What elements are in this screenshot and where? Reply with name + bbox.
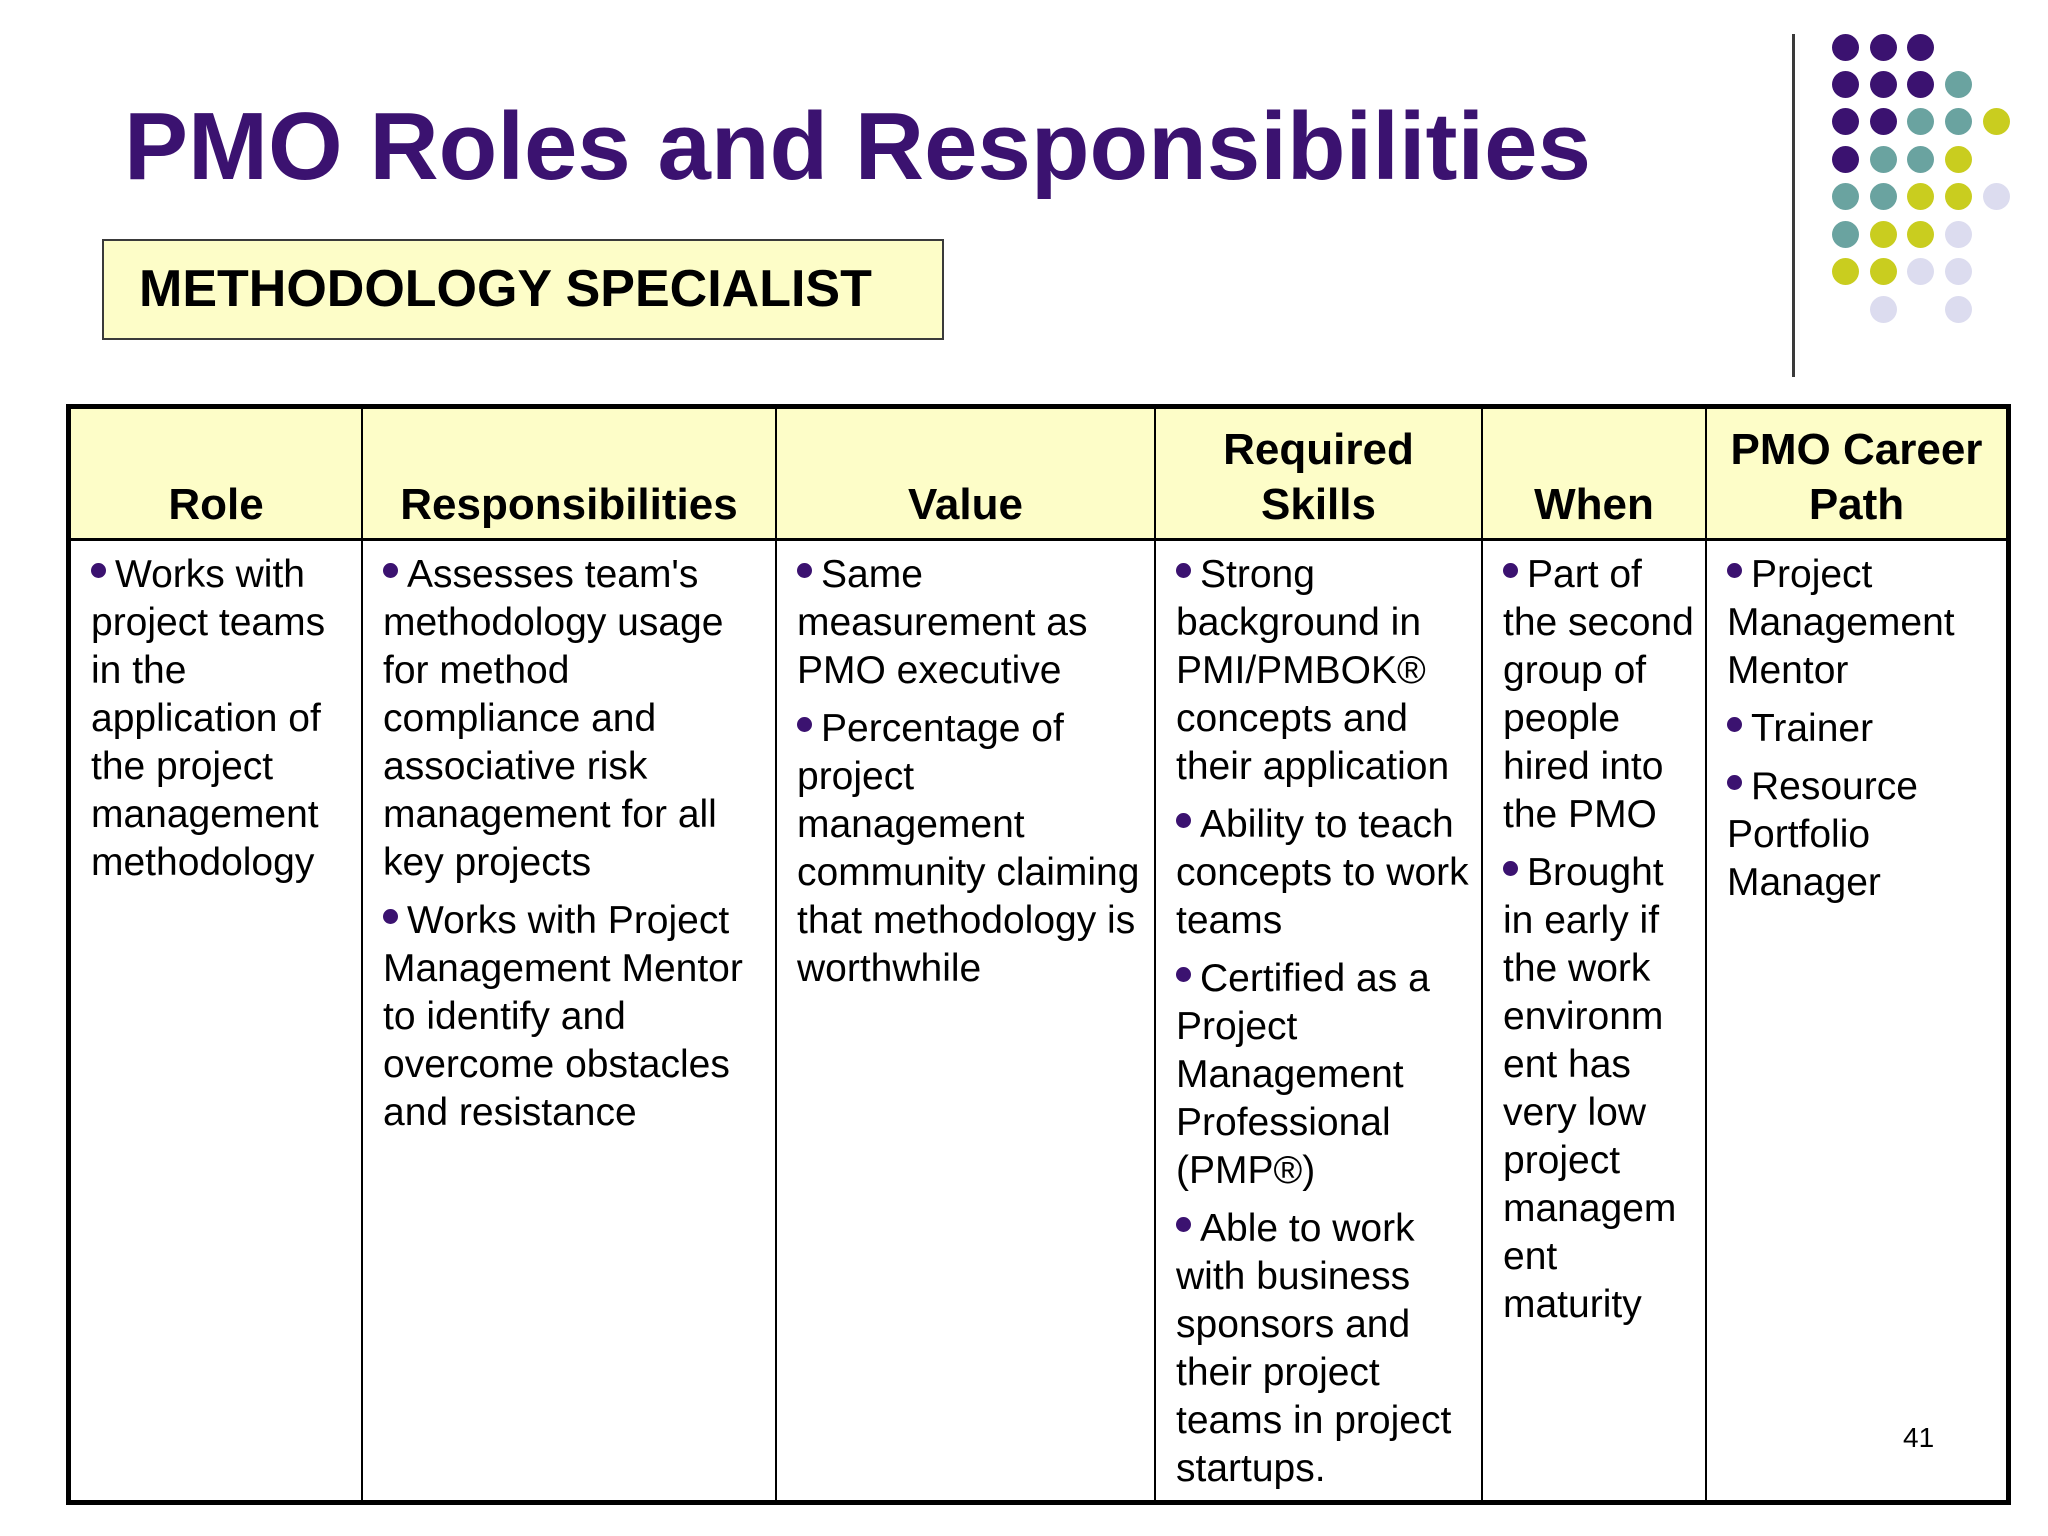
decorative-dot (1832, 71, 1859, 98)
column-header-required-skills: Required Skills (1155, 409, 1482, 540)
list-item (1176, 1205, 1471, 1493)
decorative-dot (1907, 71, 1934, 98)
bullet-icon (1176, 563, 1191, 578)
decorative-dot (1945, 183, 1972, 210)
bullet-icon (1176, 967, 1191, 982)
decorative-dot (1870, 34, 1897, 61)
bullet-icon (1727, 775, 1742, 790)
bullet-icon (797, 563, 812, 578)
decorative-dot (1945, 71, 1972, 98)
value-cell (776, 540, 1155, 1504)
item-text: Same measurement as PMO executive (797, 553, 1088, 692)
decorative-dot (1983, 183, 2010, 210)
decorative-dot (1907, 34, 1934, 61)
item-text: Works with project teams in the application of the project management methodology (91, 553, 326, 884)
item-text: Ability to teach concepts to work teams (1176, 803, 1469, 942)
bullet-icon (1176, 1217, 1191, 1232)
table-row (71, 540, 2006, 1504)
bullet-icon (1503, 563, 1518, 578)
decorative-dot (1832, 34, 1859, 61)
responsibilities-cell (362, 540, 776, 1504)
decorative-dot (1945, 108, 1972, 135)
decorative-dot (1907, 108, 1934, 135)
bullet-icon (1503, 861, 1518, 876)
decorative-dot (1832, 146, 1859, 173)
required-skills-cell (1155, 540, 1482, 1504)
when-cell (1482, 540, 1706, 1504)
decorative-dot (1945, 146, 1972, 173)
list-item (1727, 763, 1996, 907)
bullet-icon (797, 717, 812, 732)
decorative-dot (1870, 71, 1897, 98)
list-item (1176, 801, 1471, 945)
list-item (797, 551, 1144, 695)
list-item (1176, 551, 1471, 791)
role-cell (71, 540, 362, 1504)
item-text: Part of the second group of people hired into the PMO (1503, 553, 1694, 836)
decorative-dot (1907, 146, 1934, 173)
bullet-icon (1727, 563, 1742, 578)
list-item (91, 551, 351, 887)
bullet-icon (91, 563, 106, 578)
decorative-dot (1870, 258, 1897, 285)
slide-title: PMO Roles and Responsibilities (124, 93, 1591, 200)
roles-table-frame (66, 404, 2011, 1505)
list-item (1727, 551, 1996, 695)
list-item (797, 705, 1144, 993)
roles-table (71, 409, 2006, 1503)
decorative-dot (1832, 183, 1859, 210)
list-item (1503, 551, 1695, 839)
column-header-value: Value (776, 409, 1155, 540)
list-item (1503, 849, 1695, 1329)
list-item (383, 897, 765, 1137)
decorative-dot (1945, 258, 1972, 285)
item-text: Assesses team's methodology usage for method compliance and associative risk management for all key projects (383, 553, 724, 884)
table-header-row (71, 409, 2006, 540)
decorative-dot (1945, 296, 1972, 323)
role-name: METHODOLOGY SPECIALIST (139, 260, 872, 318)
page-number: 41 (1903, 1422, 1935, 1453)
item-text: Able to work with business sponsors and their project teams in project startups. (1176, 1207, 1452, 1490)
decorative-dot (1832, 221, 1859, 248)
column-header-role: Role (71, 409, 362, 540)
decorative-dot (1945, 221, 1972, 248)
item-text: Percentage of project management community claiming that methodology is worthwhile (797, 707, 1140, 990)
decorative-divider (1792, 34, 1795, 377)
decorative-dot (1907, 183, 1934, 210)
decorative-dot (1983, 108, 2010, 135)
career-path-cell (1706, 540, 2006, 1504)
decorative-dot (1870, 296, 1897, 323)
decorative-dot (1832, 108, 1859, 135)
bullet-icon (383, 563, 398, 578)
item-text: Strong background in PMI/PMBOK® concepts and their application (1176, 553, 1450, 788)
item-text: Works with Project Management Mentor to identify and overcome obstacles and resistance (383, 899, 743, 1134)
item-text: Certified as a Project Management Professional (PMP®) (1176, 957, 1430, 1192)
item-text: Brought in early if the work environm ent has very low project managem ent maturity (1503, 851, 1677, 1326)
decorative-dot (1870, 146, 1897, 173)
decorative-dot (1870, 108, 1897, 135)
decorative-dot (1907, 221, 1934, 248)
list-item (1176, 955, 1471, 1195)
column-header-pmo-career-path: PMO Career Path (1706, 409, 2006, 540)
decorative-dot (1907, 258, 1934, 285)
role-name-box (102, 239, 944, 340)
column-header-when: When (1482, 409, 1706, 540)
decorative-dot (1870, 183, 1897, 210)
decorative-dot (1832, 258, 1859, 285)
list-item (383, 551, 765, 887)
bullet-icon (383, 909, 398, 924)
item-text: Trainer (1751, 707, 1874, 750)
list-item (1727, 705, 1996, 753)
bullet-icon (1176, 813, 1191, 828)
bullet-icon (1727, 717, 1742, 732)
item-text: Project Management Mentor (1727, 553, 1955, 692)
item-text: Resource Portfolio Manager (1727, 765, 1918, 904)
decorative-dot (1870, 221, 1897, 248)
column-header-responsibilities: Responsibilities (362, 409, 776, 540)
